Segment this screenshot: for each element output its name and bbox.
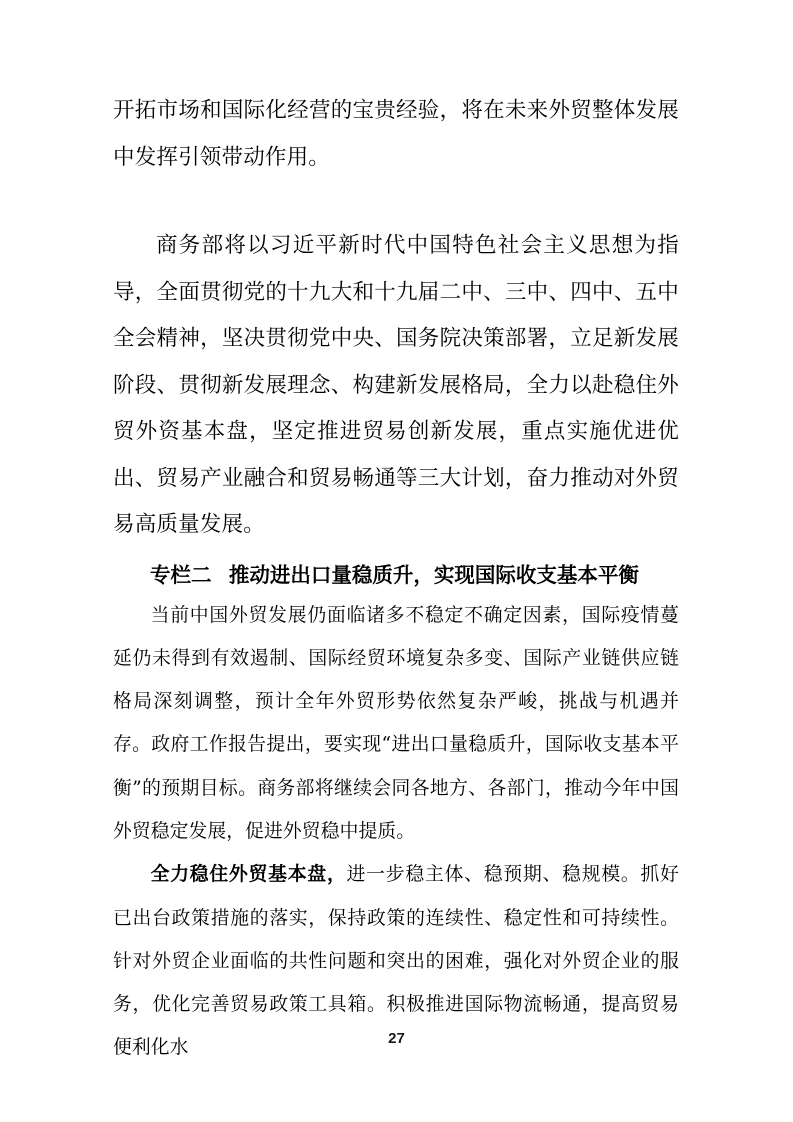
- box-heading-title: 推动进出口量稳质升，实现国际收支基本平衡: [228, 563, 639, 587]
- box-paragraph-outlook: 当前中国外贸发展仍面临诸多不稳定不确定因素，国际疫情蔓延仍未得到有效遏制、国际经贸环境复杂多变、国际产业链供应链格局深刻调整，预计全年外贸形势依然复杂严峻，挑战与机遇并存。政府工作报告提出，要实现“进出口量稳质升，国际收支基本平衡”的预期目标。商务部将继续会同各地方、各部门，推动今年中国外贸稳定发展，促进外贸稳中提质。: [113, 604, 679, 842]
- box-paragraph-body: 进一步稳主体、稳预期、稳规模。抓好已出台政策措施的落实，保持政策的连续性、稳定性和可持续性。针对外贸企业面临的共性问题和突出的困难，强化对外贸企业的服务，优化完善贸易政策工具箱。积极推进国际物流畅通，提高贸易便利化水: [113, 864, 680, 1059]
- box-heading-label: 专栏二: [150, 563, 212, 587]
- page-content: [113, 88, 679, 1070]
- page-number: 27: [388, 1030, 405, 1047]
- box-paragraph-lead-bold: 全力稳住外贸基本盘，: [150, 863, 347, 886]
- paragraph-mofcom-guidance: 商务部将以习近平新时代中国特色社会主义思想为指导，全面贯彻党的十九大和十九届二中、三中、四中、五中全会精神，坚决贯彻党中央、国务院决策部署，立足新发展阶段、贯彻新发展理念、构建新发展格局，全力以赴稳住外贸外资基本盘，坚定推进贸易创新发展，重点实施优进优出、贸易产业融合和贸易畅通等三大计划，奋力推动对外贸易高质量发展。: [113, 233, 679, 537]
- paragraph-market-experience: 开拓市场和国际化经营的宝贵经验，将在未来外贸整体发展中发挥引领带动作用。: [113, 98, 679, 170]
- box-heading: [113, 561, 679, 591]
- page-footer: [0, 1028, 793, 1049]
